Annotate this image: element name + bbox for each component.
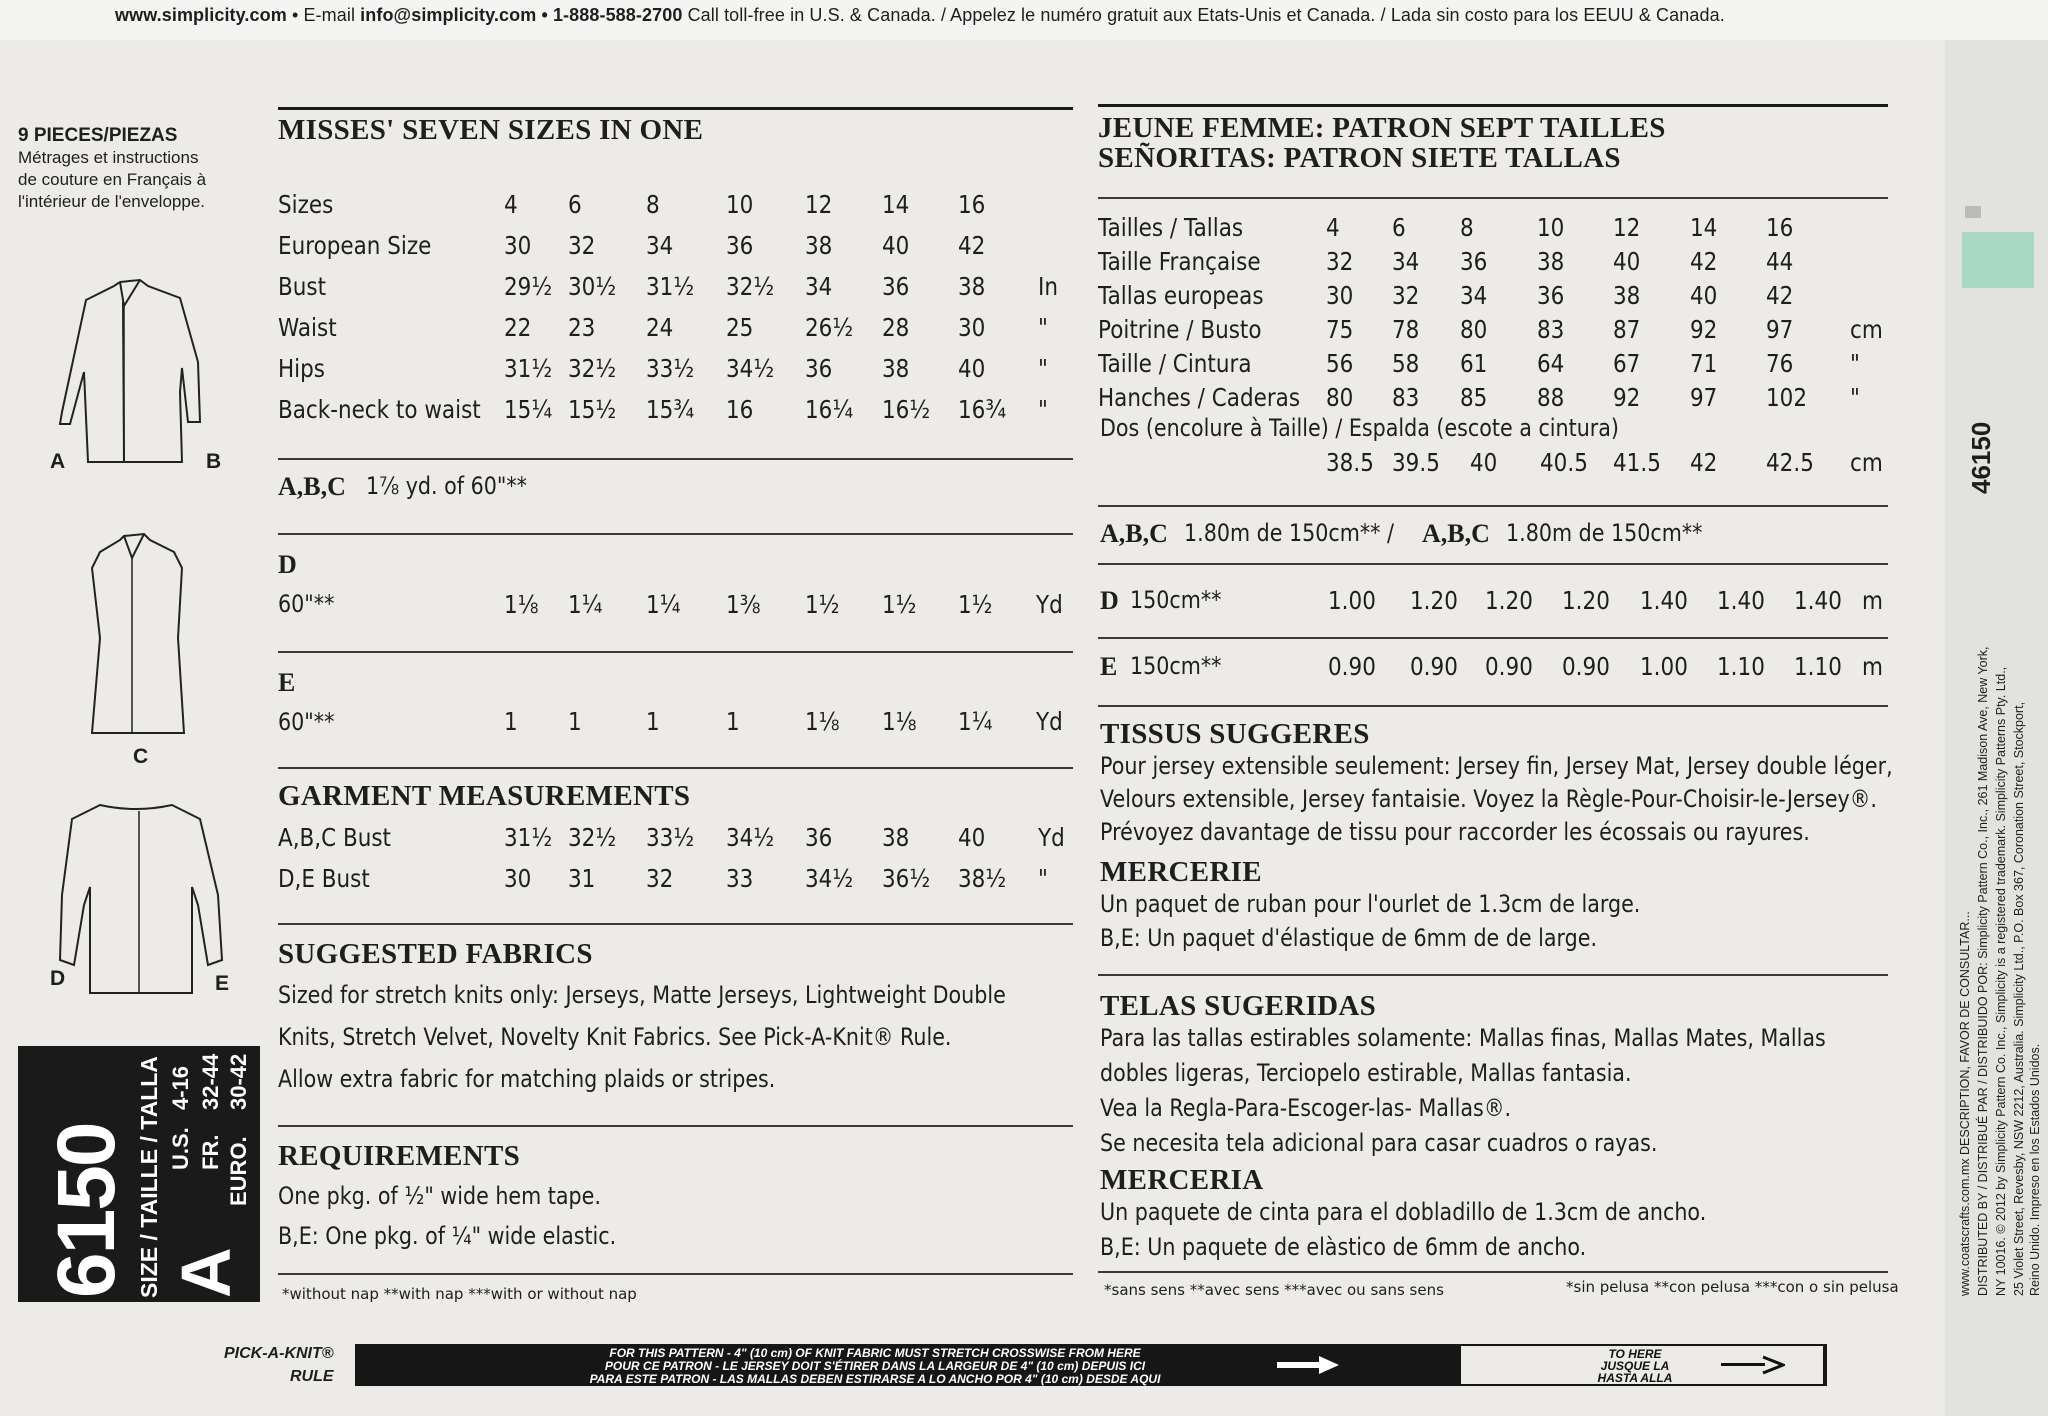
taille-value: 88 [1537,383,1565,412]
distributor-line-4: 25 Violet Street, Revesby, NSW 2212, Australia. Simplicity Ltd., P.O. Box 367, Coronation Street, Stockport, [2012,701,2026,1296]
taille-value: 16 [1766,213,1794,242]
tissus-line-2: Velours extensible, Jersey fantaisie. Voyez la Règle-Pour-Choisir-le-Jersey®. [1100,785,1877,813]
stock-number: 46150 [1966,421,1996,494]
yardage-value: 1½ [882,590,917,619]
garment-value: 33½ [646,823,695,852]
size-unit: " [1038,395,1048,424]
size-value: 23 [568,313,596,342]
pick-a-knit-rule [355,1344,1827,1386]
taille-value: 80 [1460,315,1488,344]
metric-value: 0.90 [1562,652,1610,681]
size-value: 12 [805,190,833,219]
metric-value: 1.20 [1562,586,1610,615]
metric-value: 1.20 [1485,586,1533,615]
color-swatch-grey [1965,206,1981,218]
abc-metric-label-1: A,B,C [1100,519,1168,548]
size-value: 38 [958,272,986,301]
taille-value: 58 [1392,349,1420,378]
size-value: 4 [504,190,518,219]
size-value: 33½ [646,354,695,383]
telas-line-3: Vea la Regla-Para-Escoger-las- Mallas®. [1100,1094,1512,1122]
size-value: 42 [958,231,986,260]
rule-en-4 [278,767,1073,769]
size-box [18,1046,260,1302]
rule-fr-top [1098,104,1888,107]
garment-value: 32 [646,864,674,893]
taille-value: 6 [1392,213,1406,242]
mercerie-line-2: B,E: Un paquet d'élastique de 6mm de de large. [1100,924,1598,952]
taille-value: 32 [1326,247,1354,276]
taille-value: 87 [1613,315,1641,344]
dos-value: 42.5 [1766,448,1814,477]
rule-fr-2 [1098,505,1888,507]
taille-value: 36 [1460,247,1488,276]
taille-row-label: Tallas europeas [1098,281,1264,310]
to-here-es: HASTA ALLA [1597,1371,1673,1385]
size-value: 32½ [726,272,775,301]
taille-unit: " [1850,349,1860,378]
fabrics-line-2: Knits, Stretch Velvet, Novelty Knit Fabrics. See Pick-A-Knit® Rule. [278,1023,952,1051]
taille-unit: cm [1850,315,1883,344]
garment-value: 32½ [568,823,617,852]
size-value: 29½ [504,272,553,301]
rule-en-top [278,107,1073,110]
size-value: 32½ [568,354,617,383]
sketch-ab [40,272,220,472]
yardage-value: 1⅛ [504,590,539,619]
taille-value: 80 [1326,383,1354,412]
yardage-value: 1 [504,707,518,736]
size-value: 36 [805,354,833,383]
yardage-value: 1 [568,707,582,736]
taille-row-label: Taille Française [1098,247,1261,276]
garment-value: 33 [726,864,754,893]
size-row-label: Waist [278,313,337,342]
label-a: A [50,450,66,473]
size-unit: " [1038,354,1048,383]
taille-value: 83 [1537,315,1565,344]
garment-value: 38½ [958,864,1007,893]
metric-value: 1.10 [1794,652,1842,681]
size-value: 36 [882,272,910,301]
french-note-3: l'intérieur de l'enveloppe. [18,192,205,211]
taille-value: 56 [1326,349,1354,378]
metric-value: 1.00 [1328,586,1376,615]
yardage-value: 1⅛ [805,707,840,736]
taille-unit: " [1850,383,1860,412]
metric-value: 0.90 [1328,652,1376,681]
label-d: D [50,967,66,990]
d-yardage-label: D [278,550,297,579]
distributor-line-3: NY 10016. © 2012 by Simplicity Pattern Co. Inc., Simplicity is a registered trademark. Simplicity Patterns Pty. Ltd., [1994,666,2008,1296]
taille-value: 102 [1766,383,1808,412]
rule-label: RULE [290,1368,334,1385]
e-metric-label: E [1100,652,1118,681]
dos-value: 40 [1470,448,1498,477]
rule-en-1 [278,458,1073,460]
garment-value: 30 [504,864,532,893]
merceria-title: MERCERIA [1100,1164,1264,1196]
pieces-count: 9 PIECES/PIEZAS [18,125,178,146]
taille-value: 76 [1766,349,1794,378]
size-value: 25 [726,313,754,342]
abc-metric-text-1: 1.80m de 150cm** / [1184,519,1394,547]
stretch-line-es: PARA ESTE PATRON - LAS MALLAS DEBEN ESTIRARSE A LO ANCHO POR 4" (10 cm) DESDE AQUI [589,1372,1161,1386]
size-row-label: Bust [278,272,327,301]
size-label: SIZE / TAILLE / TALLA [136,1056,162,1298]
label-c: C [133,745,149,768]
tissus-line-3: Prévoyez davantage de tissu pour raccorder les écossais ou rayures. [1100,818,1810,846]
metric-value: 1.40 [1717,586,1765,615]
size-value: 40 [958,354,986,383]
taille-value: 4 [1326,213,1340,242]
color-swatch-green [1962,232,2034,288]
fr-range: 32-44 [198,1053,223,1110]
yardage-value: 1¼ [568,590,603,619]
size-value: 26½ [805,313,854,342]
fr-label: FR. [198,1134,223,1170]
euro-range: 30-42 [226,1053,251,1110]
abc-metric-text-2: 1.80m de 150cm** [1506,519,1703,547]
size-value: 34 [805,272,833,301]
size-value: 38 [805,231,833,260]
yardage-value: 1 [726,707,740,736]
garment-unit: Yd [1038,823,1065,852]
taille-value: 14 [1690,213,1718,242]
taille-value: 36 [1537,281,1565,310]
metric-unit: m [1862,652,1883,681]
metric-value: 0.90 [1485,652,1533,681]
yardage-value: 1½ [805,590,840,619]
merceria-line-2: B,E: Un paquete de elàstico de 6mm de ancho. [1100,1233,1587,1261]
size-row-label: European Size [278,231,432,260]
fabrics-title: SUGGESTED FABRICS [278,938,593,970]
metric-value: 1.10 [1717,652,1765,681]
size-row-label: Sizes [278,190,334,219]
taille-value: 92 [1690,315,1718,344]
rule-en-2 [278,533,1073,535]
size-value: 16¼ [805,395,854,424]
size-value: 16 [726,395,754,424]
size-value: 30½ [568,272,617,301]
metric-value: 1.40 [1640,586,1688,615]
sketch-de [40,795,230,1000]
size-value: 32 [568,231,596,260]
sketch-c [70,528,210,743]
abc-metric-label-2: A,B,C [1422,519,1490,548]
misses-title: MISSES' SEVEN SIZES IN ONE [278,114,704,146]
fabrics-line-3: Allow extra fabric for matching plaids or stripes. [278,1065,776,1093]
label-e: E [215,972,230,995]
yardage-value: 1¼ [958,707,993,736]
garment-unit: " [1038,864,1048,893]
arrow-right-icon [1275,1354,1341,1376]
dos-value: 40.5 [1540,448,1588,477]
size-row-label: Hips [278,354,325,383]
size-value: 36 [726,231,754,260]
taille-value: 92 [1613,383,1641,412]
pick-a-knit-label: PICK-A-KNIT® [224,1345,334,1362]
rule-fr-4 [1098,637,1888,639]
dos-label: Dos (encolure à Taille) / Espalda (escote a cintura) [1100,414,1619,442]
taille-value: 32 [1392,281,1420,310]
telas-line-4: Se necesita tela adicional para casar cuadros o rayas. [1100,1129,1658,1157]
garment-value: 31½ [504,823,553,852]
size-value: 16 [958,190,986,219]
d-metric-fabric: 150cm** [1130,586,1222,614]
fabrics-line-1: Sized for stretch knits only: Jerseys, Matte Jerseys, Lightweight Double [278,981,1006,1009]
rule-fr-6 [1098,974,1888,976]
abc-yardage-text: 1⅞ yd. of 60"** [366,472,527,500]
taille-value: 75 [1326,315,1354,344]
garment-value: 40 [958,823,986,852]
abc-yardage-label: A,B,C [278,472,346,501]
garment-value: 34½ [805,864,854,893]
d-metric-label: D [1100,586,1119,615]
yardage-value: 1 [646,707,660,736]
arrow-right-icon [1719,1354,1785,1376]
size-value: 28 [882,313,910,342]
site-url[interactable]: www.simplicity.com [115,5,287,25]
taille-value: 30 [1326,281,1354,310]
taille-row-label: Hanches / Caderas [1098,383,1301,412]
senoritas-title: SEÑORITAS: PATRON SIETE TALLAS [1098,142,1621,174]
yardage-unit: Yd [1036,707,1063,736]
dos-value: 39.5 [1392,448,1440,477]
garment-row-label: A,B,C Bust [278,823,391,852]
dos-value: 38.5 [1326,448,1374,477]
taille-value: 83 [1392,383,1420,412]
e-yardage-label: E [278,668,296,697]
size-value: 14 [882,190,910,219]
taille-value: 42 [1766,281,1794,310]
french-note-2: de couture en Français à [18,170,207,189]
dos-unit: cm [1850,448,1883,477]
size-value: 34½ [726,354,775,383]
dos-value: 41.5 [1613,448,1661,477]
to-here-en: TO HERE [1608,1347,1662,1361]
distributor-line-1: www.coatscrafts.com.mx DESCRIPTION, FAVOR DE CONSULTAR... [1958,911,1972,1296]
taille-value: 85 [1460,383,1488,412]
pieces-info [18,125,206,213]
telas-line-1: Para las tallas estirables solamente: Mallas finas, Mallas Mates, Mallas [1100,1024,1826,1052]
telas-title: TELAS SUGERIDAS [1100,990,1377,1022]
metric-value: 1.40 [1794,586,1842,615]
stretch-line-en: FOR THIS PATTERN - 4" (10 cm) OF KNIT FABRIC MUST STRETCH CROSSWISE FROM HERE [609,1346,1141,1360]
phone-number: • 1-888-588-2700 [541,5,683,25]
taille-value: 97 [1766,315,1794,344]
size-value: 30 [504,231,532,260]
size-value: 22 [504,313,532,342]
dos-value: 42 [1690,448,1718,477]
taille-row-label: Tailles / Tallas [1098,213,1244,242]
size-value: 31½ [504,354,553,383]
distributor-line-5: Reino Unido. Impreso en los Estados Unidos. [2028,1043,2042,1296]
us-label: U.S. [168,1127,193,1170]
size-value: 6 [568,190,582,219]
e-metric-fabric: 150cm** [1130,652,1222,680]
taille-row-label: Poitrine / Busto [1098,315,1262,344]
nap-note-es: *sin pelusa **con pelusa ***con o sin pelusa [1566,1278,1899,1296]
metric-value: 1.20 [1410,586,1458,615]
french-note-1: Métrages et instructions [18,148,199,167]
mercerie-line-1: Un paquet de ruban pour l'ourlet de 1.3cm de large. [1100,890,1641,918]
nap-note-en: *without nap **with nap ***with or without nap [282,1285,637,1303]
size-value: 16¾ [958,395,1007,424]
rule-en-3 [278,651,1073,653]
rule-en-6 [278,1125,1073,1127]
req-line-1: One pkg. of ½" wide hem tape. [278,1182,601,1210]
garment-value: 34½ [726,823,775,852]
size-letter: A [167,1247,245,1298]
taille-value: 34 [1392,247,1420,276]
metric-unit: m [1862,586,1883,615]
to-here-box [1459,1344,1825,1386]
garment-value: 36½ [882,864,931,893]
garment-value: 38 [882,823,910,852]
merceria-line-1: Un paquete de cinta para el dobladillo de 1.3cm de ancho. [1100,1198,1707,1226]
size-value: 38 [882,354,910,383]
size-value: 15½ [568,395,617,424]
d-fabric-width: 60"** [278,590,335,618]
rule-fr-5 [1098,705,1888,707]
yardage-unit: Yd [1036,590,1063,619]
yardage-value: 1¼ [646,590,681,619]
tissus-line-1: Pour jersey extensible seulement: Jersey fin, Jersey Mat, Jersey double léger, [1100,752,1893,780]
header-line: www.simplicity.com • E-mail info@simplicity.com • 1-888-588-2700 Call toll-free in U.S. & Canada. / Appelez le numéro gratuit aux Etats-Unis et Canada. / Lada sin costo para los EEUU & Canada. [115,5,1725,25]
distributor-line-2: DISTRIBUTED BY / DISTRIBUÉ PAR / DISTRIBUIDO POR: Simplicity Pattern Co., Inc., 261 Madison Ave, New York, [1976,646,1990,1296]
rule-en-5 [278,923,1073,925]
email-address[interactable]: info@simplicity.com [360,5,537,25]
size-unit: In [1038,272,1058,301]
taille-row-label: Taille / Cintura [1098,349,1252,378]
taille-value: 42 [1690,247,1718,276]
taille-value: 61 [1460,349,1488,378]
taille-value: 12 [1613,213,1641,242]
stretch-line-fr: POUR CE PATRON - LE JERSEY DOIT S'ÉTIRER DANS LA LARGEUR DE 4" (10 cm) DEPUIS ICI [604,1359,1146,1373]
size-value: 16½ [882,395,931,424]
taille-value: 67 [1613,349,1641,378]
size-value: 30 [958,313,986,342]
size-value: 34 [646,231,674,260]
yardage-value: 1⅜ [726,590,761,619]
size-value: 31½ [646,272,695,301]
taille-value: 97 [1690,383,1718,412]
tissus-title: TISSUS SUGGERES [1100,718,1370,750]
taille-value: 78 [1392,315,1420,344]
taille-value: 8 [1460,213,1474,242]
pattern-number: 6150 [41,1123,132,1298]
taille-value: 64 [1537,349,1565,378]
yardage-value: 1½ [958,590,993,619]
garment-title: GARMENT MEASUREMENTS [278,780,691,812]
yardage-value: 1⅛ [882,707,917,736]
taille-value: 44 [1766,247,1794,276]
taille-value: 34 [1460,281,1488,310]
euro-label: EURO. [226,1136,251,1206]
garment-value: 31 [568,864,596,893]
taille-value: 40 [1613,247,1641,276]
size-value: 40 [882,231,910,260]
size-value: 8 [646,190,660,219]
e-fabric-width: 60"** [278,708,335,736]
callfree-text: Call toll-free in U.S. & Canada. / Appelez le numéro gratuit aux Etats-Unis et Canada. / Lada sin costo para los EEUU & Canada. [687,5,1725,25]
us-range: 4-16 [168,1065,193,1110]
size-value: 15¾ [646,395,695,424]
size-value: 24 [646,313,674,342]
taille-value: 40 [1690,281,1718,310]
garment-row-label: D,E Bust [278,864,370,893]
nap-note-fr: *sans sens **avec sens ***avec ou sans sens [1104,1281,1444,1299]
jeune-femme-title: JEUNE FEMME: PATRON SEPT TAILLES [1098,112,1666,144]
metric-value: 0.90 [1410,652,1458,681]
garment-value: 36 [805,823,833,852]
requirements-title: REQUIREMENTS [278,1140,521,1172]
size-value: 15¼ [504,395,553,424]
size-value: 10 [726,190,754,219]
taille-value: 71 [1690,349,1718,378]
label-b: B [206,450,222,473]
req-line-2: B,E: One pkg. of ¼" wide elastic. [278,1222,617,1250]
size-unit: " [1038,313,1048,342]
taille-value: 38 [1537,247,1565,276]
telas-line-2: dobles ligeras, Terciopelo estirable, Mallas fantasia. [1100,1059,1632,1087]
rule-fr-7 [1098,1271,1888,1273]
mercerie-title: MERCERIE [1100,856,1262,888]
taille-value: 10 [1537,213,1565,242]
rule-fr-1 [1098,197,1888,199]
rule-fr-3 [1098,563,1888,565]
metric-value: 1.00 [1640,652,1688,681]
size-row-label: Back-neck to waist [278,395,481,424]
to-here-fr: JUSQUE LA [1600,1359,1670,1373]
taille-value: 38 [1613,281,1641,310]
rule-en-7 [278,1273,1073,1275]
